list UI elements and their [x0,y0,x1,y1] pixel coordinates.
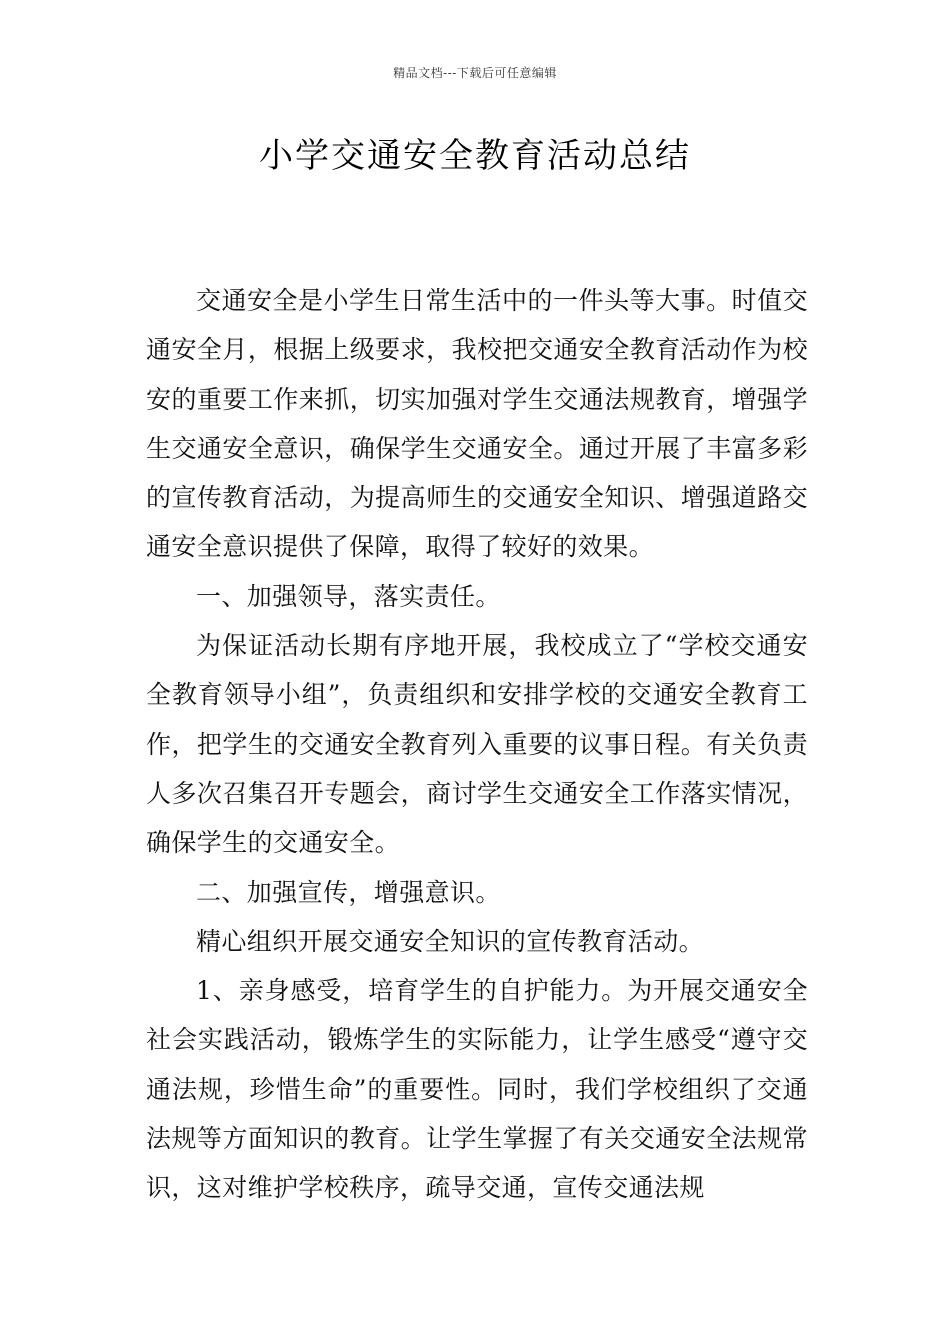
paragraph-section-1: 为保证活动长期有序地开展，我校成立了“学校交通安全教育领导小组”，负责组织和安排学校的交通安全教育工作，把学生的交通安全教育列入重要的议事日程。有关负责人多次召集召开专题会，商讨学生交通安全工作落实情况，确保学生的交通安全。 [146,631,808,858]
document-body [146,276,808,1213]
paragraph-section-2-intro: 精心组织开展交通安全知识的宣传教育活动。 [196,926,705,956]
document-title: 小学交通安全教育活动总结 [259,136,691,176]
paragraph-item-1: 1、亲身感受，培育学生的自护能力。为开展交通安全社会实践活动，锻炼学生的实际能力，让学生感受“遵守交通法规，珍惜生命”的重要性。同时，我们学校组织了交通法规等方面知识的教育。让学生掌握了有关交通安全法规常识，这对维护学校秩序，疏导交通，宣传交通法规 [146,976,808,1203]
header-note: 精品文档---下载后可任意编辑 [393,66,557,80]
paragraph-intro: 交通安全是小学生日常生活中的一件头等大事。时值交通安全月，根据上级要求，我校把交通安全教育活动作为校安的重要工作来抓，切实加强对学生交通法规教育，增强学生交通安全意识，确保学生交通安全。通过开展了丰富多彩的宣传教育活动，为提高师生的交通安全知识、增强道路交通安全意识提供了保障，取得了较好的效果。 [146,286,808,562]
section-heading-2: 二、加强宣传，增强意识。 [196,877,501,907]
section-heading-1: 一、加强领导，落实责任。 [196,581,501,611]
